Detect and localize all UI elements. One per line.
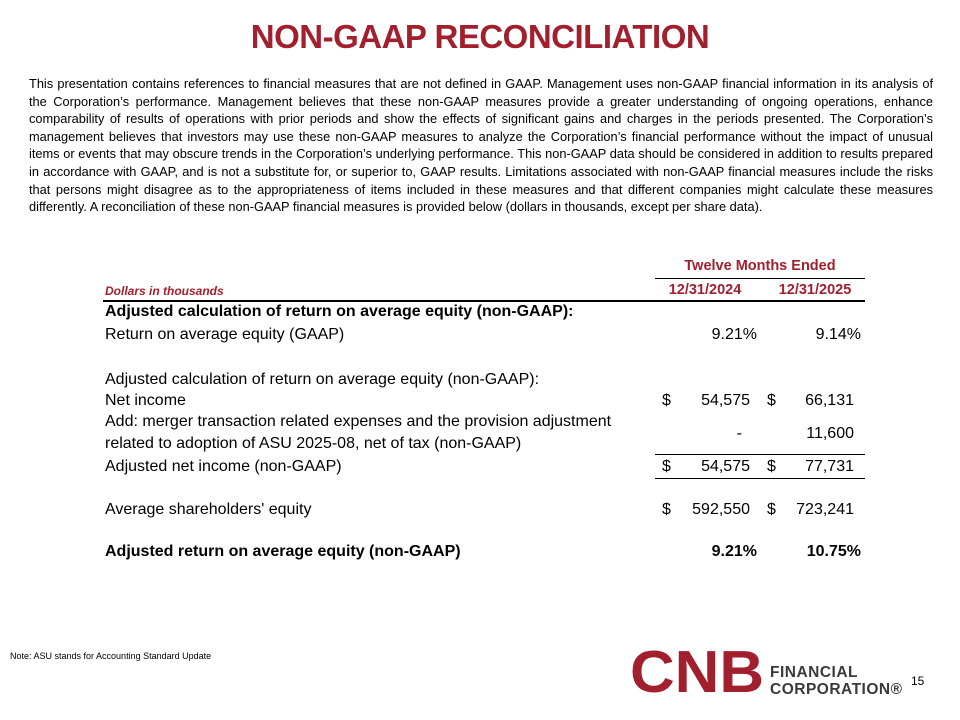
page-number: 15 — [911, 674, 925, 688]
avg-equity-label: Average shareholders' equity — [105, 501, 312, 518]
logo-line-financial: FINANCIAL — [770, 664, 859, 681]
net-income-2025: 66,131 — [805, 392, 854, 409]
column-header-2025: 12/31/2025 — [778, 282, 852, 298]
dollars-label: Dollars in thousands — [105, 284, 224, 298]
header-underline — [655, 278, 865, 279]
footnote: Note: ASU stands for Accounting Standard Update — [10, 651, 212, 661]
header-rule — [103, 300, 865, 302]
net-income-2024: 54,575 — [701, 392, 750, 409]
intro-paragraph: This presentation contains references to financial measures that are not defined in GAAP. Management uses non-GAAP financial information in its analysis of the Corporation’s performance. Management believes that these non-GAAP measures provide a greater understanding of ongoing operations, enhance comparability of results of operations with prior periods and show the effects of significant gains and charges in the periods presented. The Corporation’s management believes that investors may use these non-GAAP measures to analyze the Corporation’s financial performance without the impact of unusual items or events that may obscure trends in the Corporation’s underlying performance. This non-GAAP data should be considered in addition to results prepared in accordance with GAAP, and is not a substitute for, or superior to, GAAP results. Limitations associated with non-GAAP financial measures include the risks that persons might disagree as to the appropriateness of items included in these measures and that different companies might calculate these measures differently. A reconciliation of these non-GAAP financial measures is provided below (dollars in thousands, except per share data). — [29, 76, 933, 215]
section-title: Adjusted calculation of return on average equity (non-GAAP): — [105, 303, 574, 320]
adj-net-income-2025: 77,731 — [805, 458, 854, 475]
column-header-2024: 12/31/2024 — [668, 282, 742, 298]
total-rule — [655, 478, 865, 479]
adj-roe-2025: 10.75% — [806, 543, 861, 560]
roe-gaap-label: Return on average equity (GAAP) — [105, 326, 345, 343]
company-logo — [630, 645, 903, 701]
avg-equity-dollar-2025: $ — [767, 501, 776, 518]
roe-gaap-2025: 9.14% — [815, 326, 861, 343]
twelve-months-header: Twelve Months Ended — [684, 258, 836, 274]
net-income-label: Net income — [105, 392, 186, 409]
reconciliation-table — [103, 256, 867, 576]
add-2025: 11,600 — [806, 425, 854, 442]
net-income-dollar-2025: $ — [767, 392, 776, 409]
svg-text:CNB: CNB — [630, 645, 764, 697]
avg-equity-2025: 723,241 — [796, 501, 854, 518]
subtotal-rule — [655, 454, 865, 455]
adj-net-income-2024: 54,575 — [701, 458, 750, 475]
adj-net-income-label: Adjusted net income (non-GAAP) — [105, 458, 342, 475]
net-income-dollar-2024: $ — [662, 392, 671, 409]
add-line-2: related to adoption of ASU 2025-08, net of tax (non-GAAP) — [105, 435, 522, 452]
roe-gaap-2024: 9.21% — [711, 326, 757, 343]
cnb-logo-mark — [630, 645, 766, 697]
adj-net-income-dollar-2025: $ — [767, 458, 776, 475]
add-2024: - — [736, 425, 742, 442]
logo-line-corporation: CORPORATION® — [770, 681, 903, 698]
avg-equity-2024: 592,550 — [692, 501, 750, 518]
add-line-1: Add: merger transaction related expenses and the provision adjustment — [105, 413, 612, 430]
adj-roe-label: Adjusted return on average equity (non-GAAP) — [105, 543, 461, 560]
adj-net-income-dollar-2024: $ — [662, 458, 671, 475]
page-title: NON-GAAP RECONCILIATION — [250, 18, 710, 55]
sub-title: Adjusted calculation of return on average equity (non-GAAP): — [105, 371, 540, 388]
adj-roe-2024: 9.21% — [711, 543, 757, 560]
avg-equity-dollar-2024: $ — [662, 501, 671, 518]
